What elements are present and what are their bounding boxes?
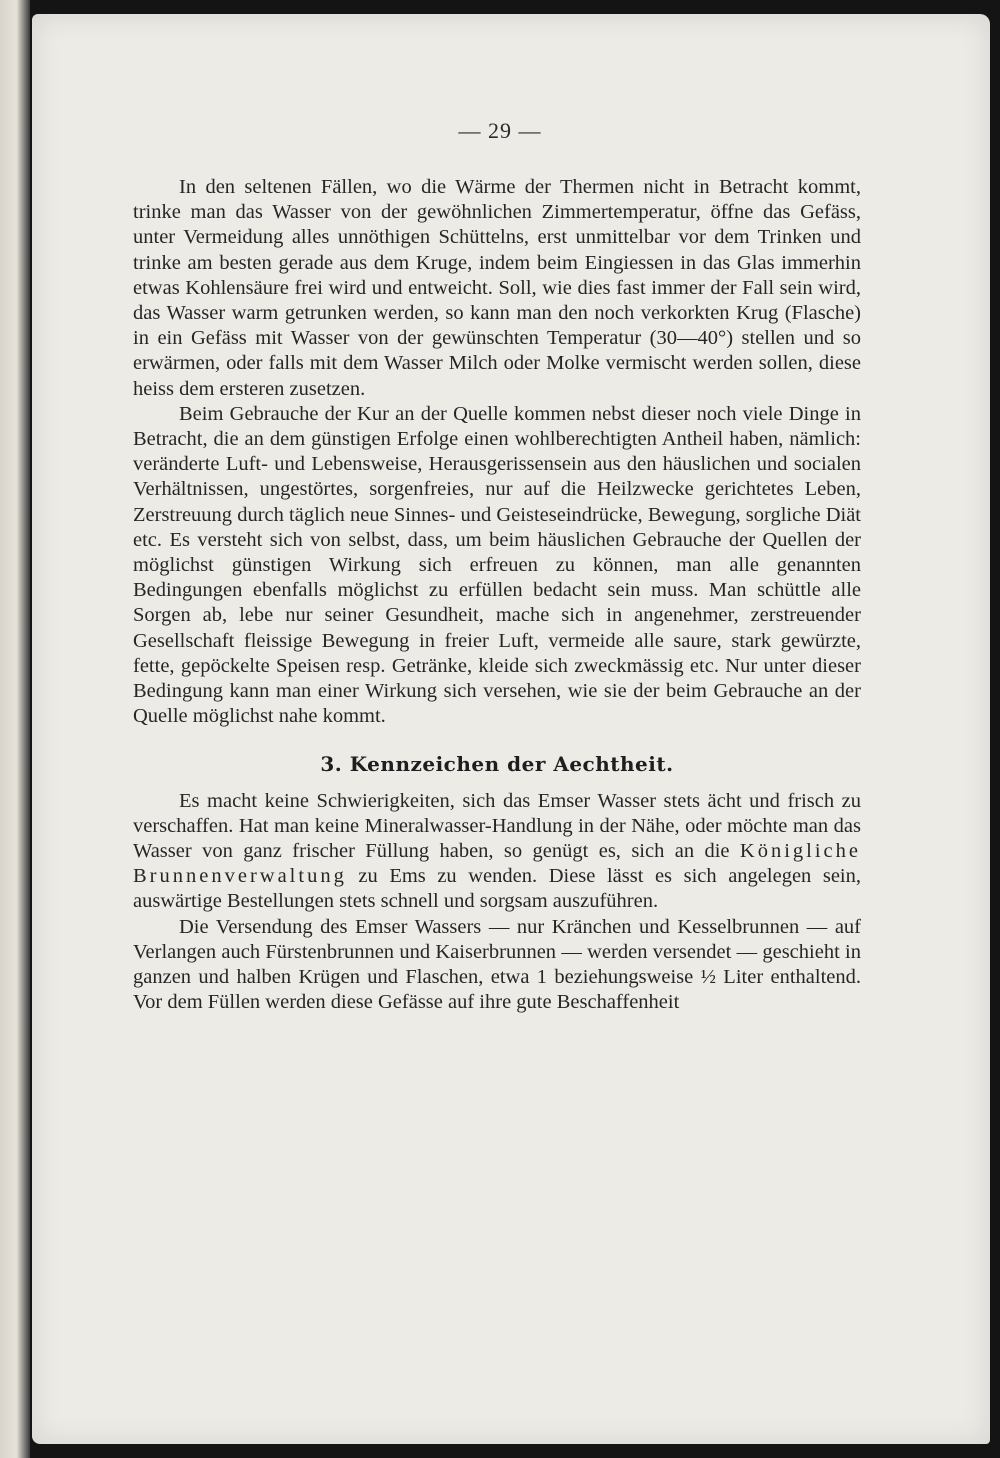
- section-heading: 3. Kennzeichen der Aechtheit.: [320, 752, 674, 777]
- paragraph-3-start: Es macht keine Schwierigkeiten, sich das Emser Wasser stets ächt und frisch zu verschaffen. Hat man keine Mineralwasser-Handlung in der Nähe, oder möchte man das Wasser von ganz frischer Füllung haben, so genügt es, sich an die: [133, 789, 861, 863]
- paragraph-3: [133, 789, 861, 915]
- paragraph-4: Die Versendung des Emser Wassers — nur Kränchen und Kesselbrunnen — auf Verlangen auch Fürstenbrunnen und Kaiserbrunnen — werden versendet — geschieht in ganzen und halben Krügen und Flaschen, etwa 1 beziehungsweise ½ Liter enthaltend. Vor dem Füllen werden diese Gefässe auf ihre gute Beschaffenheit: [133, 915, 861, 1014]
- page-number: — 29 —: [458, 118, 542, 143]
- paragraph-3-end: zu Ems zu wenden. Diese lässt es sich angelegen sein, auswärtige Bestellungen stets schnell und sorgsam auszuführen.: [133, 865, 862, 913]
- paragraph-1: In den seltenen Fällen, wo die Wärme der Thermen nicht in Betracht kommt, trinke man das Wasser von der gewöhnlichen Zimmertemperatur, öffne das Gefäss, unter Vermeidung alles unnöthigen Schüttelns, erst unmittelbar vor dem Trinken und trinke am besten gerade aus dem Kruge, indem beim Eingiessen in das Glas immerhin etwas Kohlensäure frei wird und entweicht. Soll, wie dies fast immer der Fall sein wird, das Wasser warm getrunken werden, so kann man den noch verkorkten Krug (Flasche) in ein Gefäss mit Wasser von der gewünschten Temperatur (30—40°) stellen und so erwärmen, oder falls mit dem Wasser Milch oder Molke vermischt werden sollen, diese heiss dem ersteren zusetzen.: [133, 176, 861, 400]
- facing-page-edge: [0, 0, 30, 1458]
- authority-name: Königliche Brunnenverwaltung: [133, 840, 861, 888]
- paragraph-2: Beim Gebrauche der Kur an der Quelle kommen nebst dieser noch viele Dinge in Betracht, die an dem günstigen Erfolge einen wohlberechtigten Antheil haben, nämlich: veränderte Luft- und Lebensweise, Herausgerissensein aus den häuslichen und socialen Verhältnissen, ungestörtes, sorgenfreies, nur auf die Heilzwecke gerichtetes Leben, Zerstreuung durch täglich neue Sinnes- und Geisteseindrücke, Bewegung, sorgliche Diät etc. Es versteht sich von selbst, dass, um beim häuslichen Gebrauche der Quellen der möglichst günstigen Wirkung sich erfreuen zu können, man alle genannten Bedingungen ebenfalls möglichst zu erfüllen bedacht sein muss. Man schüttle alle Sorgen ab, lebe nur seiner Gesundheit, mache sich in angenehmer, zerstreuender Gesellschaft fleissige Bewegung in freier Luft, vermeide alle saure, stark gewürzte, fette, gepöckelte Speisen resp. Getränke, kleide sich zweckmässig etc. Nur unter dieser Bedingung kann man einer Wirkung sich versehen, wie sie der beim Gebrauche an der Quelle möglichst nahe kommt.: [133, 402, 861, 728]
- page-body: [133, 175, 861, 1016]
